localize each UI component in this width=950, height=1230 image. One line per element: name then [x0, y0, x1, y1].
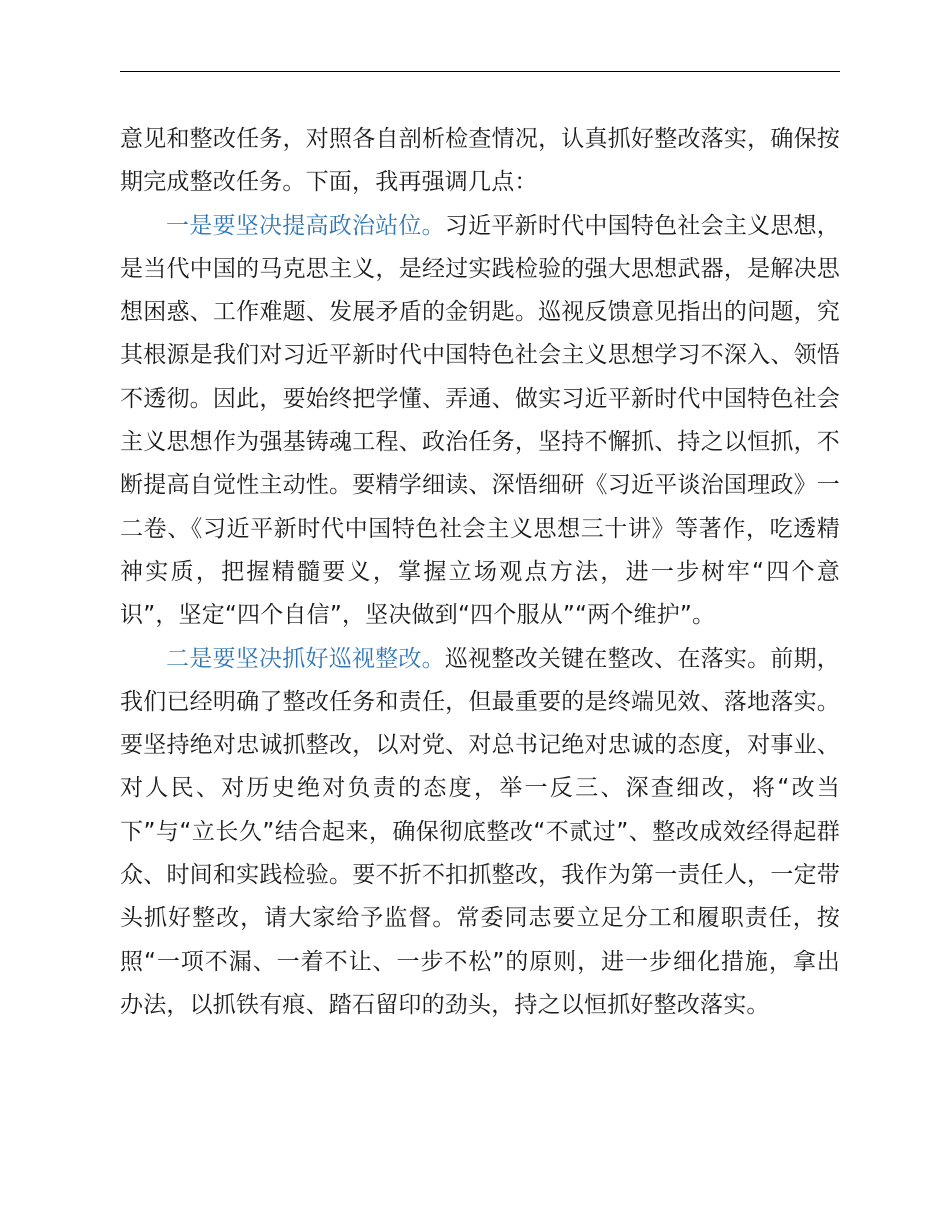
paragraph-text: 巡视整改关键在整改、在落实。前期，我们已经明确了整改任务和责任，但最重要的是终端见效、落地落实。要坚持绝对忠诚抓整改，以对党、对总书记绝对忠诚的态度，对事业、对人民、对历史绝对负责的态度，举一反三、深查细改，将“改当下”与“立长久”结合起来，确保彻底整改“不贰过”、整改成效经得起群众、时间和实践检验。要不折不扣抓整改，我作为第一责任人，一定带头抓好整改，请大家给予监督。常委同志要立足分工和履职责任，按照“一项不漏、一着不让、一步不松”的原则，进一步细化措施，拿出办法，以抓铁有痕、踏石留印的劲头，持之以恒抓好整改落实。 [120, 645, 841, 1018]
paragraph-lead: 一是要坚决提高政治站位。 [166, 212, 445, 239]
paragraph-political-stance [120, 205, 840, 638]
paragraph-inspection-rectification [120, 638, 840, 1028]
document-body [120, 118, 840, 1027]
paragraph-continuation [120, 118, 840, 205]
paragraph-lead: 二是要坚决抓好巡视整改。 [166, 645, 445, 672]
header-rule [120, 71, 840, 72]
paragraph-text: 意见和整改任务，对照各自剖析检查情况，认真抓好整改落实，确保按期完成整改任务。下面，我再强调几点： [120, 126, 840, 196]
paragraph-text: 习近平新时代中国特色社会主义思想，是当代中国的马克思主义，是经过实践检验的强大思想武器，是解决思想困惑、工作难题、发展矛盾的金钥匙。巡视反馈意见指出的问题，究其根源是我们对习近平新时代中国特色社会主义思想学习不深入、领悟不透彻。因此，要始终把学懂、弄通、做实习近平新时代中国特色社会主义思想作为强基铸魂工程、政治任务，坚持不懈抓、持之以恒抓，不断提高自觉性主动性。要精学细读、深悟细研《习近平谈治国理政》一二卷、《习近平新时代中国特色社会主义思想三十讲》等著作，吃透精神实质，把握精髓要义，掌握立场观点方法，进一步树牢“四个意识”，坚定“四个自信”，坚决做到“四个服从”“两个维护”。 [120, 212, 841, 629]
